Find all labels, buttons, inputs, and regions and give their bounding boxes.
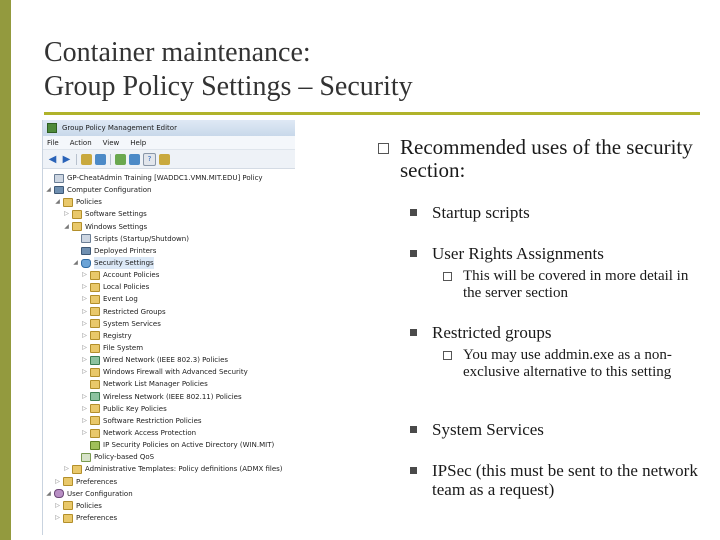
bullet-restricted-note [443, 347, 698, 381]
toolbar-separator [76, 154, 77, 165]
expander-icon[interactable]: ▷ [82, 283, 87, 291]
tree-item-label: Account Policies [103, 271, 160, 280]
folder-icon [90, 416, 100, 425]
square-bullet-icon [410, 250, 417, 257]
bullet-startup [410, 203, 710, 222]
help-icon[interactable]: ? [143, 153, 156, 166]
tree-item-label: Network List Manager Policies [103, 380, 208, 389]
tree-item[interactable] [43, 378, 295, 390]
tree-item[interactable] [43, 512, 295, 524]
slide-title-line-2: Group Policy Settings – Security [44, 71, 413, 102]
bullet-main [378, 136, 698, 182]
show-hide-tree-icon[interactable] [95, 154, 106, 165]
tree-item[interactable] [43, 306, 295, 318]
folder-icon [90, 271, 100, 280]
bullet-restricted [410, 323, 710, 342]
network-icon [90, 356, 100, 365]
bullet-user-rights-text: User Rights Assignments [432, 244, 604, 263]
tree-item[interactable] [43, 342, 295, 354]
gpme-app-icon [47, 123, 57, 133]
expander-icon[interactable]: ▷ [64, 210, 69, 218]
expander-icon[interactable]: ▷ [82, 307, 87, 315]
accent-bar [0, 0, 11, 540]
expander-icon[interactable]: ▷ [82, 271, 87, 279]
chart-icon [81, 453, 91, 462]
tree-item-label: Computer Configuration [67, 186, 152, 195]
slide-title [44, 36, 684, 104]
up-folder-icon[interactable] [81, 154, 92, 165]
menu-action[interactable]: Action [69, 138, 92, 147]
tree-item[interactable] [43, 184, 295, 196]
tree-item-label: Event Log [103, 295, 138, 304]
ipsec-icon [90, 441, 100, 450]
tree-item[interactable] [43, 500, 295, 512]
menu-bar [43, 136, 295, 150]
folder-icon [90, 404, 100, 413]
bullet-user-rights [410, 244, 710, 263]
bullet-startup-text: Startup scripts [432, 203, 530, 222]
expander-icon[interactable]: ▷ [82, 428, 87, 436]
tree-item-label: Scripts (Startup/Shutdown) [94, 234, 189, 243]
policy-icon [54, 174, 64, 183]
tree-item[interactable] [43, 451, 295, 463]
tree-item-label: Policy-based QoS [94, 453, 155, 462]
tree-item-label: Windows Settings [85, 222, 148, 231]
tree-item[interactable] [43, 415, 295, 427]
expander-icon[interactable]: ▷ [82, 319, 87, 327]
tree-item-label: Policies [76, 198, 102, 207]
menu-help[interactable]: Help [130, 138, 147, 147]
folder-icon [72, 222, 82, 231]
square-bullet-icon [410, 467, 417, 474]
folder-icon [90, 368, 100, 377]
expander-icon[interactable]: ▷ [82, 343, 87, 351]
tree-item-label: Local Policies [103, 283, 150, 292]
bullet-services-text: System Services [432, 420, 544, 439]
title-divider [44, 112, 700, 115]
square-bullet-icon [410, 426, 417, 433]
forward-arrow-icon[interactable]: ▶ [62, 153, 71, 165]
tree-item[interactable] [43, 172, 295, 184]
user-icon [54, 489, 64, 498]
hollow-square-bullet-icon [443, 351, 452, 360]
tree-item-label: Wireless Network (IEEE 802.11) Policies [103, 392, 242, 401]
tree-item-label: Security Settings [94, 257, 154, 269]
toolbar [43, 150, 295, 169]
tree-item[interactable] [43, 366, 295, 378]
tree-item-label: Network Access Protection [103, 428, 197, 437]
expander-icon[interactable]: ▷ [82, 295, 87, 303]
tree-item[interactable] [43, 233, 295, 245]
tree-item[interactable] [43, 427, 295, 439]
expander-icon[interactable]: ▷ [82, 392, 87, 400]
tree-item[interactable] [43, 391, 295, 403]
expander-icon[interactable]: ▷ [64, 465, 69, 473]
slide-title-line-1: Container maintenance: [44, 37, 311, 68]
export-list-icon[interactable] [129, 154, 140, 165]
square-bullet-icon [410, 209, 417, 216]
folder-icon [63, 198, 73, 207]
folder-icon [72, 465, 82, 474]
tree-item[interactable] [43, 281, 295, 293]
properties-icon[interactable] [159, 154, 170, 165]
tree-item[interactable] [43, 318, 295, 330]
tree-item[interactable] [43, 245, 295, 257]
tree-item-label: File System [103, 343, 144, 352]
bullet-services [410, 420, 710, 439]
back-arrow-icon[interactable]: ◀ [48, 153, 57, 165]
menu-file[interactable]: File [47, 138, 59, 147]
gpme-window [42, 120, 295, 535]
bullet-restricted-text: Restricted groups [432, 323, 552, 342]
bullet-ipsec-text: IPSec (this must be sent to the network team as a request) [432, 461, 698, 499]
folder-icon [90, 295, 100, 304]
expander-icon[interactable]: ▷ [55, 501, 60, 509]
tree-item-label: Policies [76, 501, 102, 510]
expander-icon[interactable]: ▷ [82, 331, 87, 339]
tree-item-label: Preferences [76, 513, 118, 522]
printer-icon [81, 247, 91, 255]
tree-item[interactable] [43, 208, 295, 220]
tree-item[interactable] [43, 476, 295, 488]
expander-icon[interactable]: ▷ [82, 368, 87, 376]
folder-icon [63, 501, 73, 510]
tree-item-label: Restricted Groups [103, 307, 166, 316]
tree-item[interactable] [43, 257, 295, 269]
tree-item-label: Public Key Policies [103, 404, 167, 413]
policy-tree [43, 169, 295, 524]
bullet-user-rights-note [443, 268, 698, 302]
expander-icon[interactable]: ▷ [55, 513, 60, 521]
window-titlebar [43, 120, 295, 136]
network-icon [90, 392, 100, 401]
hollow-square-bullet-icon [443, 272, 452, 281]
folder-icon [90, 344, 100, 353]
bullet-main-text: Recommended uses of the security section: [400, 135, 693, 182]
tree-item[interactable] [43, 488, 295, 500]
tree-item[interactable] [43, 403, 295, 415]
expander-icon[interactable]: ▷ [82, 404, 87, 412]
shield-icon [81, 259, 91, 268]
folder-icon [90, 283, 100, 292]
expander-icon[interactable]: ◢ [55, 198, 60, 206]
tree-item-label: System Services [103, 319, 161, 328]
tree-item-label: Windows Firewall with Advanced Security [103, 368, 248, 377]
hollow-square-bullet-icon [378, 143, 389, 154]
expander-icon[interactable]: ◢ [73, 258, 78, 266]
folder-icon [90, 331, 100, 340]
tree-item-label: GP-CheatAdmin Training [WADDC1.VMN.MIT.EDU] Policy [67, 174, 263, 182]
expander-icon[interactable]: ◢ [46, 489, 51, 497]
folder-icon [72, 210, 82, 219]
folder-icon [63, 477, 73, 486]
tree-item[interactable] [43, 354, 295, 366]
script-icon [81, 234, 91, 243]
tree-item-label: Administrative Templates: Policy definitions (ADMX files) [85, 465, 283, 474]
tree-item[interactable] [43, 196, 295, 208]
square-bullet-icon [410, 329, 417, 336]
tree-item-label: Software Restriction Policies [103, 416, 202, 425]
tree-item[interactable] [43, 463, 295, 475]
tree-item-label: IP Security Policies on Active Directory (WIN.MIT) [103, 441, 275, 450]
tree-item-label: User Configuration [67, 489, 133, 498]
folder-icon [90, 380, 100, 389]
folder-icon [90, 429, 100, 438]
expander-icon[interactable]: ◢ [64, 222, 69, 230]
expander-icon[interactable]: ▷ [82, 416, 87, 424]
tree-item[interactable] [43, 221, 295, 233]
tree-item-label: Wired Network (IEEE 802.3) Policies [103, 356, 229, 365]
tree-item[interactable] [43, 330, 295, 342]
window-title: Group Policy Management Editor [62, 124, 177, 132]
folder-icon [63, 514, 73, 523]
tree-item[interactable] [43, 269, 295, 281]
bullet-restricted-note-text: You may use addmin.exe as a non-exclusive alternative to this setting [463, 347, 672, 380]
bullet-ipsec [410, 461, 710, 499]
tree-item[interactable] [43, 439, 295, 451]
tree-item-label: Deployed Printers [94, 246, 157, 255]
computer-icon [54, 186, 64, 194]
toolbar-separator [110, 154, 111, 165]
folder-icon [90, 307, 100, 316]
tree-item[interactable] [43, 293, 295, 305]
expander-icon[interactable]: ◢ [46, 186, 51, 194]
tree-item-label: Registry [103, 331, 132, 340]
menu-view[interactable]: View [102, 138, 120, 147]
refresh-icon[interactable] [115, 154, 126, 165]
tree-item-label: Preferences [76, 477, 118, 486]
expander-icon[interactable]: ▷ [82, 356, 87, 364]
expander-icon[interactable]: ▷ [55, 477, 60, 485]
tree-item-label: Software Settings [85, 210, 147, 219]
folder-icon [90, 319, 100, 328]
bullet-user-rights-note-text: This will be covered in more detail in the server section [463, 268, 689, 301]
